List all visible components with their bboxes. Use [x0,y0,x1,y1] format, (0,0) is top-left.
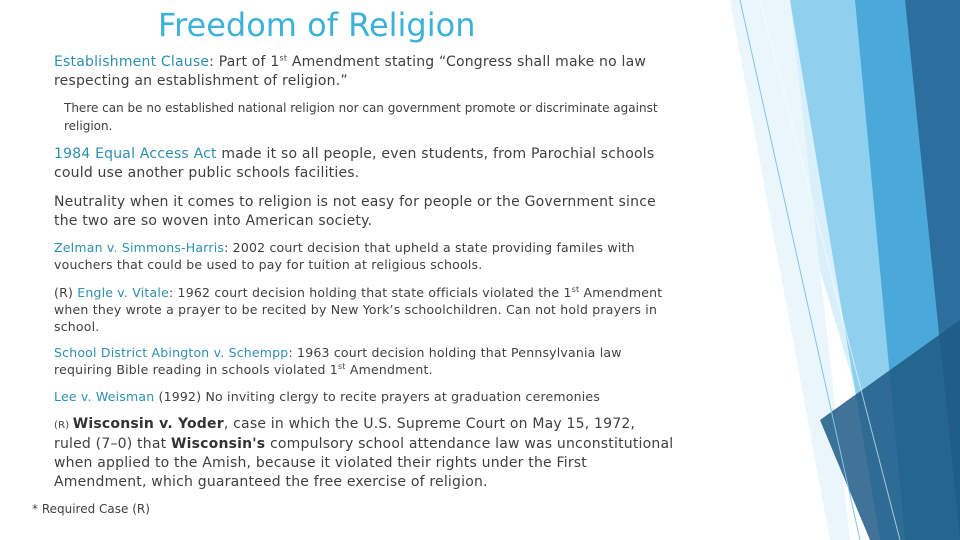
required-prefix: (R) [54,420,73,431]
list-item-establishment-clause [54,53,674,91]
text: Amendment. [345,362,433,377]
text: made it so all people, even students, from Parochial schools could use another public schools facilities. [54,146,655,181]
term-establishment-clause: Establishment Clause [54,54,210,70]
list-item-zelman [54,239,674,273]
list-item-lee [54,388,674,405]
slide-title: Freedom of Religion [158,6,476,44]
term-wisconsins: Wisconsin's [170,436,266,452]
term-equal-access-act: 1984 Equal Access Act [54,146,217,162]
superscript: st [571,284,580,294]
term-lee: Lee v. Weisman [54,389,155,404]
list-item-neutrality: Neutrality when it comes to religion is not easy for people or the Government since the two are so woven into American society. [54,194,656,229]
text: : 1963 court decision holding that Pennsylvania law requiring Bible reading in schools violated 1 [54,345,622,377]
footnote: * Required Case (R) [32,502,150,516]
text: , case in which the U.S. Supreme Court on May 15, 1972, ruled (7–0) that [54,416,636,452]
term-abington: School District Abington v. Schempp [54,345,289,360]
text: compulsory school attendance law was unconstitutional when applied to the Amish, because it violated their rights under the First Amendment, which guaranteed the free exercise of religion. [54,436,674,490]
text: : 1962 court decision holding that state officials violated the 1 [168,285,572,300]
term-engle: Engle v. Vitale [77,285,169,300]
required-prefix: (R) [54,285,78,300]
list-item-engle [54,284,674,335]
list-item-abington [54,344,674,378]
text: (1992) No inviting clergy to recite prayers at graduation ceremonies [154,389,601,404]
list-item-yoder [54,415,674,492]
text: Amendment stating “Congress shall make no law respecting an establishment of religion.” [54,54,647,89]
superscript: st [279,53,288,63]
term-zelman: Zelman v. Simmons-Harris [54,240,225,255]
text: : 2002 court decision that upheld a state providing familes with vouchers that could be used to pay for tuition at religious schools. [54,240,635,272]
term-yoder: Wisconsin v. Yoder [72,416,224,432]
superscript: st [337,361,346,371]
text: Amendment when they wrote a prayer to be recited by New York’s schoolchildren. Can not hold prayers in school. [54,285,663,334]
list-item-equal-access-act [54,145,674,183]
text: : Part of 1 [209,54,280,70]
sub-item-establishment: There can be no established national religion nor can government promote or discriminate against religion. [64,101,658,133]
